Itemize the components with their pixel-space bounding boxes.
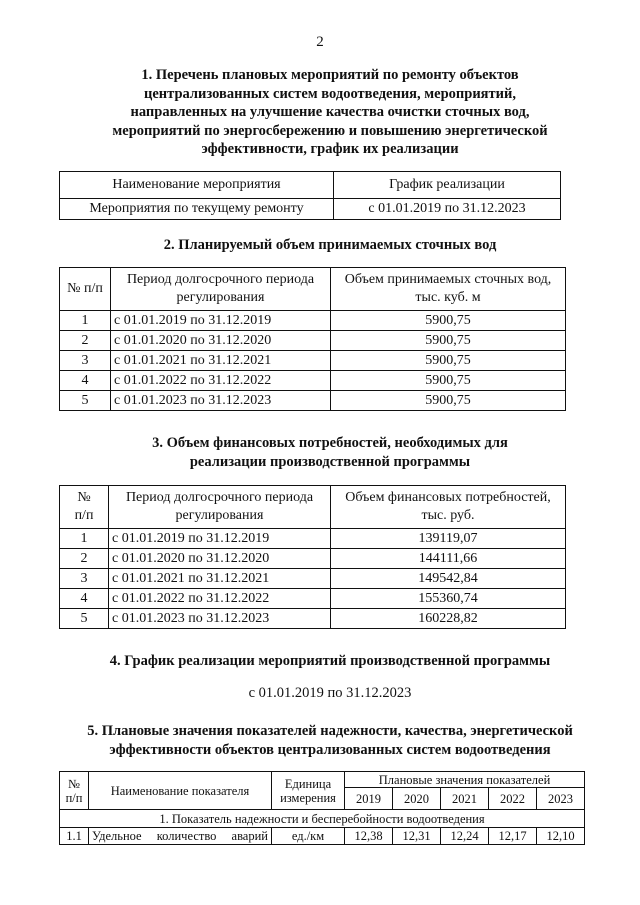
row-value: 12,17 [489, 828, 537, 845]
row-amount: 144111,66 [331, 549, 566, 569]
indicators-header-row [60, 772, 585, 788]
table-row [60, 391, 566, 411]
header-unit-line: измерения [280, 790, 336, 805]
table-row [60, 371, 566, 391]
page-number: 2 [316, 34, 324, 50]
row-num: 2 [60, 331, 111, 351]
wastewater-table-header [60, 268, 566, 311]
header-num-line: п/п [74, 508, 94, 523]
header-num [60, 486, 109, 529]
header-period [111, 268, 331, 311]
header-period-line: Период долгосрочного периода [125, 490, 314, 505]
header-num-line: № [77, 490, 91, 505]
header-year: 2023 [537, 788, 585, 810]
activities-table [59, 171, 561, 220]
row-num: 5 [60, 391, 111, 411]
table-row [60, 549, 566, 569]
table-row [60, 529, 566, 549]
table-row [60, 589, 566, 609]
activities-table-header [60, 172, 561, 199]
row-period: с 01.01.2019 по 31.12.2019 [111, 311, 331, 331]
header-financial [331, 486, 566, 529]
header-year: 2020 [393, 788, 441, 810]
row-num: 1.1 [60, 828, 89, 845]
header-period-line: регулирования [175, 508, 264, 523]
table-row [60, 609, 566, 629]
row-period: с 01.01.2021 по 31.12.2021 [109, 569, 331, 589]
header-unit-line: Единица [284, 776, 332, 791]
row-amount: 155360,74 [331, 589, 566, 609]
row-volume: 5900,75 [331, 311, 566, 331]
header-num-line: п/п [65, 790, 83, 805]
row-volume: 5900,75 [331, 371, 566, 391]
section3-title [40, 434, 620, 471]
header-period-line: Период долгосрочного периода [126, 272, 315, 287]
activity-schedule: с 01.01.2019 по 31.12.2023 [334, 199, 561, 220]
row-num: 2 [60, 549, 109, 569]
header-unit [272, 772, 345, 810]
header-year: 2022 [489, 788, 537, 810]
row-period: с 01.01.2022 по 31.12.2022 [111, 371, 331, 391]
section1-title-line: 1. Перечень плановых мероприятий по ремонту объектов [141, 67, 519, 83]
row-volume: 5900,75 [331, 351, 566, 371]
row-period: с 01.01.2021 по 31.12.2021 [111, 351, 331, 371]
header-num [60, 772, 89, 810]
header-volume-line: тыс. куб. м [415, 290, 481, 305]
row-value: 12,38 [345, 828, 393, 845]
section5-title-line: эффективности объектов централизованных систем водоотведения [109, 741, 551, 758]
row-volume: 5900,75 [331, 331, 566, 351]
section1-title-line: мероприятий по энергосбережению и повышению энергетической [112, 122, 548, 139]
row-period: с 01.01.2023 по 31.12.2023 [111, 391, 331, 411]
header-num: № п/п [60, 268, 111, 311]
row-num: 4 [60, 371, 111, 391]
row-period: с 01.01.2020 по 31.12.2020 [111, 331, 331, 351]
header-period-line: регулирования [176, 290, 265, 305]
section2-title: 2. Планируемый объем принимаемых сточных вод [163, 237, 497, 253]
row-volume: 5900,75 [331, 391, 566, 411]
indicators-table [59, 771, 585, 845]
row-indicator-name: Удельное количество аварий [89, 828, 272, 845]
row-unit: ед./км [272, 828, 345, 845]
section3-title-line: 3. Объем финансовых потребностей, необходимых для [152, 435, 508, 451]
row-num: 5 [60, 609, 109, 629]
header-year: 2019 [345, 788, 393, 810]
header-volume [331, 268, 566, 311]
header-volume-line: Объем принимаемых сточных вод, [344, 272, 552, 287]
section4-period: с 01.01.2019 по 31.12.2023 [248, 685, 412, 701]
row-amount: 149542,84 [331, 569, 566, 589]
header-planned-values: Плановые значения показателей [345, 772, 585, 788]
row-period: с 01.01.2020 по 31.12.2020 [109, 549, 331, 569]
row-period: с 01.01.2022 по 31.12.2022 [109, 589, 331, 609]
header-financial-line: тыс. руб. [421, 508, 475, 523]
indicators-section-row [60, 810, 585, 828]
header-num-line: № [68, 776, 80, 791]
section1-title-line: направленных на улучшение качества очистки сточных вод, [130, 104, 530, 120]
header-financial-line: Объем финансовых потребностей, [345, 490, 551, 505]
section1-title [40, 66, 620, 159]
row-num: 3 [60, 351, 111, 371]
table-row [60, 828, 585, 845]
wastewater-volume-table [59, 267, 566, 411]
row-value: 12,24 [441, 828, 489, 845]
table-row [60, 311, 566, 331]
activity-name: Мероприятия по текущему ремонту [60, 199, 334, 220]
row-value: 12,31 [393, 828, 441, 845]
section-row-label: 1. Показатель надежности и бесперебойности водоотведения [60, 810, 585, 828]
section1-title-line: централизованных систем водоотведения, мероприятий, [144, 85, 516, 102]
row-num: 1 [60, 529, 109, 549]
header-period [109, 486, 331, 529]
row-value: 12,10 [537, 828, 585, 845]
table-row [60, 351, 566, 371]
header-activity-name: Наименование мероприятия [60, 172, 334, 199]
table-row [60, 199, 561, 220]
row-amount: 139119,07 [331, 529, 566, 549]
row-period: с 01.01.2023 по 31.12.2023 [109, 609, 331, 629]
row-amount: 160228,82 [331, 609, 566, 629]
section4-title: 4. График реализации мероприятий производственной программы [109, 653, 551, 669]
table-row [60, 331, 566, 351]
row-period: с 01.01.2019 по 31.12.2019 [109, 529, 331, 549]
financial-table-header [60, 486, 566, 529]
table-row [60, 569, 566, 589]
row-num: 4 [60, 589, 109, 609]
header-year: 2021 [441, 788, 489, 810]
header-indicator-name: Наименование показателя [89, 772, 272, 810]
row-num: 1 [60, 311, 111, 331]
financial-needs-table [59, 485, 566, 629]
row-num: 3 [60, 569, 109, 589]
section1-title-line: эффективности, график их реализации [201, 141, 459, 157]
header-schedule: График реализации [334, 172, 561, 199]
section3-title-line: реализации производственной программы [189, 453, 471, 470]
section5-title-line: 5. Плановые значения показателей надежности, качества, энергетической [87, 723, 573, 739]
section5-title [40, 722, 620, 759]
